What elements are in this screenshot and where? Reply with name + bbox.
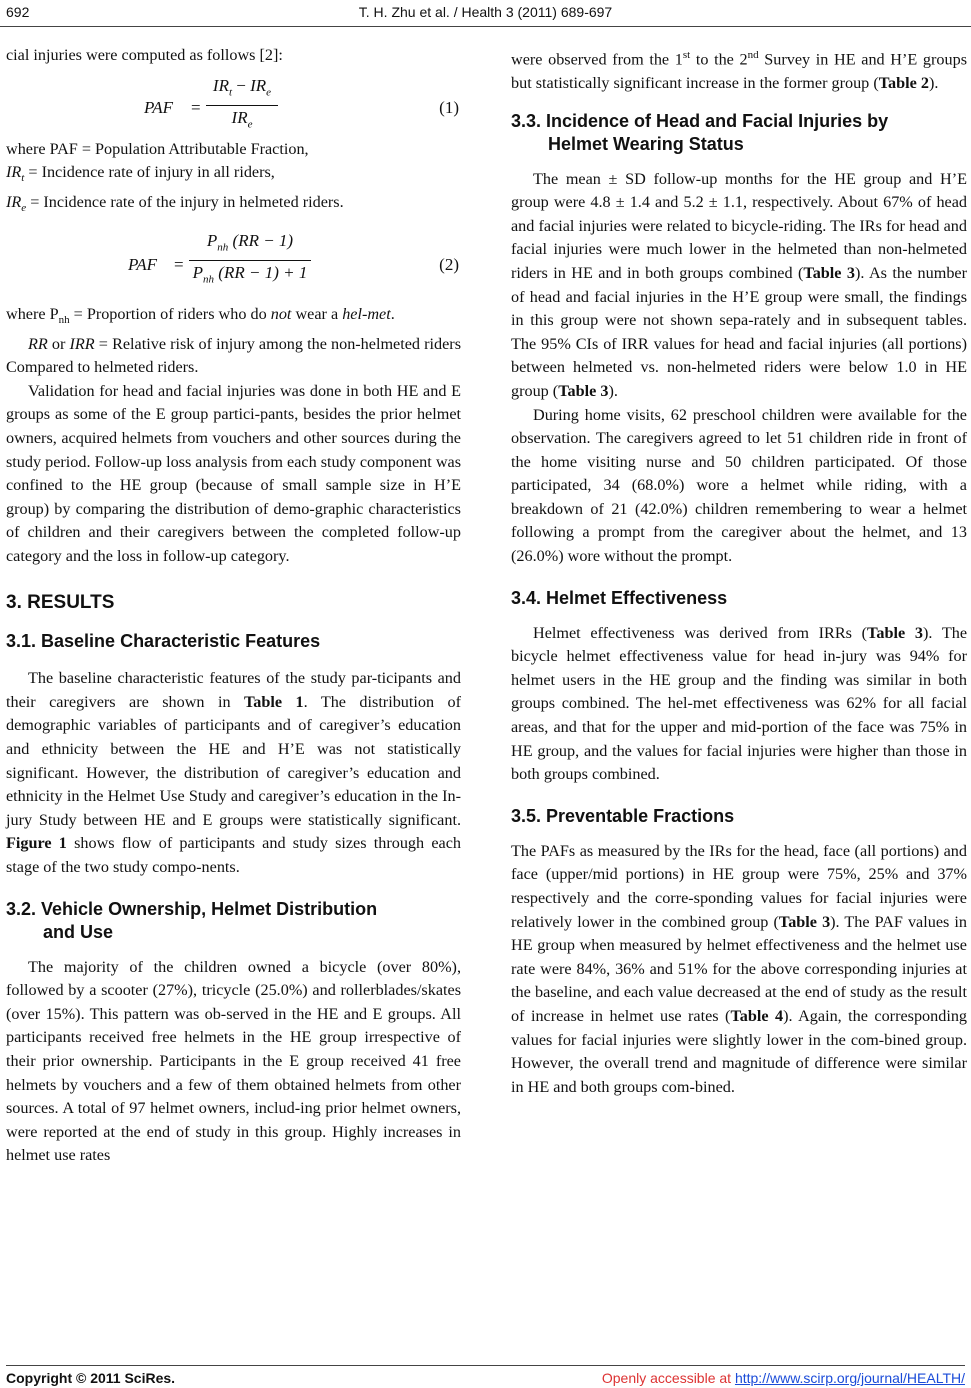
copyright: Copyright © 2011 SciRes.: [6, 1370, 176, 1386]
eq2-lhs: PAF: [128, 254, 157, 274]
eq2-label: (2): [439, 254, 459, 274]
intro-text: cial injuries were computed as follows [2]:: [6, 46, 283, 64]
eq1-label: (1): [439, 97, 459, 117]
home-visit-paragraph: During home visits, 62 preschool children were available for the observation. The caregivers agreed to let 51 children ride in front of the home visiting nurse and 50 children participated. Of those participated, 34 (68.0%) wore a helmet while riding, with a breakdown of 21 (42.0%) children remembering to wear a helmet following a prompt from the caregiver about the helmet, and 13 (26.0%) wore without the prompt.: [511, 405, 967, 566]
eq1-lhs: PAF: [144, 97, 173, 117]
access-note: Openly accessible at http://www.scirp.org/journal/HEALTH/: [601, 1370, 965, 1386]
section-3-1-paragraph: The baseline characteristic features of the study par-ticipants and their caregivers are shown in Table 1. The distribution of demographic variables of participants and of caregiver’s education and ethnicity between the HE and H’E was not statistically significant. However, the distribution of caregiver’s education and ethnicity in the Helmet Use Study and caregiver’s education in the In-jury Study between HE and E groups were statistically significant. Figure 1 shows flow of participants and study sizes through each stage of the two study compo-nents.: [6, 669, 461, 876]
eq1-equals: =: [191, 97, 201, 117]
section-3-1-heading: 3.1. Baseline Characteristic Features: [6, 631, 321, 652]
results-heading: 3. RESULTS: [6, 591, 115, 613]
section-3-2-heading: 3.2. Vehicle Ownership, Helmet Distribution and Use: [6, 898, 378, 942]
right-column: [511, 44, 967, 1099]
where-irt: $IR_t$ = Incidence rate of injury in all riders,: [6, 163, 275, 185]
validation-paragraph: Validation for head and facial injuries was done in both HE and E groups as some of the E group partici-pants, besides the prior helmet owners, acquired helmets from vouchers and other sources during the study period. Follow-up loss analysis from each study component was confined to the HE group (because of small sample size in H’E group) by comparing the distribution of demo-graphic characteristics of children and their caregivers between the completed follow-up category and the loss in follow-up category.: [6, 381, 461, 566]
section-3-3-heading: 3.3. Incidence of Head and Facial Injuries by Helmet Wearing Status: [511, 110, 889, 154]
footer-rule: [6, 1365, 965, 1366]
page-number: 692: [6, 4, 30, 20]
section-3-2-paragraph: The majority of the children owned a bicycle (over 80%), followed by a scooter (27%), tricycle (25.0%) and rollerblades/skates (over 15%). This pattern was ob-served in the HE and E groups. All participants received free helmets in the HE group irrespective of their prior ownership. Participants in the E group received 41 free helmets by vouchers and a few of them obtained helmets from other sources. A total of 97 helmet owners, includ-ing prior helmet owners, were reported at the end of study in this group. Highly increases in helmet use rates: [6, 957, 461, 1165]
eq2-fraction: $P_{nh}$ (RR − 1) $P_{nh}$ (RR − 1) + 1: [189, 229, 311, 292]
page-header: [0, 0, 971, 27]
section-3-5-paragraph: The PAFs as measured by the IRs for the head, face (all portions) and face (upper/mid portions) in HE group were 75%, 25% and 37% respectively and the corre-sponding values for facial injuries were relatively lower in the combined group (Table 3). The PAF values in HE group when measured by helmet effectiveness and the helmet use rate were 84%, 36% and 51% for the above corresponding injuries at the baseline, and each value decreased at the end of study as the result of increase in helmet use rates (Table 4). Again, the corresponding values for facial injuries were slightly lower in the com-bined group. However, the overall trend and magnitude of difference were similar in HE and both groups com-bined.: [511, 841, 968, 1096]
continued-paragraph: were observed from the 1st to the 2nd Survey in HE and H’E groups but statistically significant increase in the former group (Table 2).: [511, 49, 967, 92]
running-title: T. H. Zhu et al. / Health 3 (2011) 689-697: [358, 4, 613, 20]
eq1-fraction: $IR_t - IR_e$ $IR_e$: [206, 74, 278, 137]
section-3-4-heading: 3.4. Helmet Effectiveness: [511, 587, 728, 608]
left-column: [6, 44, 461, 1168]
where-ire: $IR_e$ = Incidence rate of the injury in helmeted riders.: [6, 193, 344, 215]
where-rr: RR or IRR = Relative risk of injury among the non-helmeted riders Compared to helmeted riders.: [6, 334, 461, 377]
journal-link[interactable]: http://www.scirp.org/journal/HEALTH/: [734, 1370, 965, 1386]
section-3-5-heading: 3.5. Preventable Fractions: [511, 805, 735, 826]
eq2-equals: =: [174, 254, 184, 274]
section-3-4-paragraph: Helmet effectiveness was derived from IRRs (Table 3). The bicycle helmet effectiveness value for head in-jury was 94% for helmet users in the HE group and the finding was similar in both groups combined. The hel-met effectiveness was 62% for all facial areas, and that for the upper and mid-portion of the face was 75% in HE group, and the values for facial injuries were higher than those in both groups combined.: [511, 623, 968, 784]
where-paf: where PAF = Population Attributable Fraction,: [6, 139, 309, 158]
equation-2: [6, 221, 461, 303]
where-pnh: where $P_{nh}$ = Proportion of riders who do not wear a hel-met.: [6, 304, 395, 327]
section-3-3-paragraph: The mean ± SD follow-up months for the HE group and H’E group were 4.8 ± 1.4 and 5.2 ± 1.1, respectively. About 67% of head and facial injuries were related to bicycle-riding. The IRs for head and facial injuries were much lower in the helmeted than non-helmeted riders in HE and in both groups combined (Table 3). As the number of head and facial injuries in the H’E group were small, the findings in this group were not shown sepa-rately and in subsequent tables. The 95% CIs of IRR values for head and facial injuries (all portions) between helmeted vs. non-helmeted riders were below 1.0 in HE group (Table 3).: [511, 169, 968, 400]
equation-1: [6, 68, 461, 138]
